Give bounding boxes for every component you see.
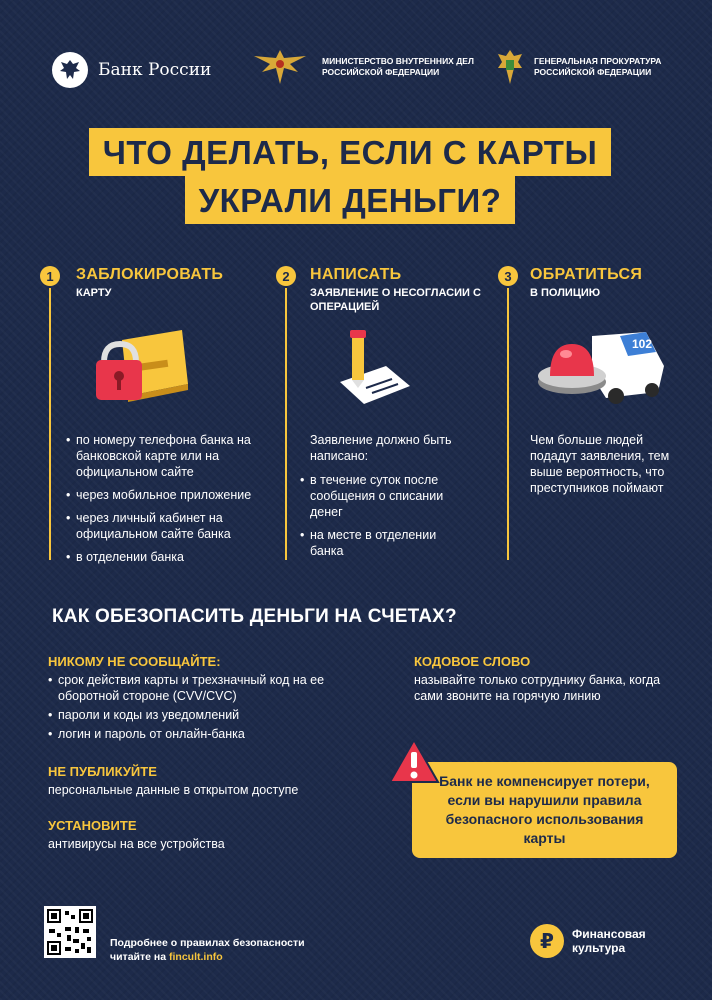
footer-line2-prefix: читайте на [110,951,169,963]
step-3-text: Чем больше людей подадут заявления, тем выше вероятность, что преступников поймают [530,433,670,495]
prosecutor-emblem-icon [494,48,526,86]
mvd-name-line1: МИНИСТЕРСТВО ВНУТРЕННИХ ДЕЛ [322,56,474,66]
qr-code[interactable] [44,906,96,958]
fincult-brand-line1: Финансовая [572,927,646,941]
step-2-line [285,288,287,560]
police-alarm-icon [536,326,666,406]
gp-name-line2: РОССИЙСКОЙ ФЕДЕРАЦИИ [534,67,652,77]
dont-publish-text: персональные данные в открытом доступе [48,783,299,797]
fincult-brand-line2: культура [572,941,626,955]
gp-name-line1: ГЕНЕРАЛЬНАЯ ПРОКУРАТУРА [534,56,662,66]
list-item: • пароли и коды из уведомлений [48,707,338,723]
step-1-title: ЗАБЛОКИРОВАТЬ [76,266,224,283]
list-item: • логин и пароль от онлайн-банка [48,726,338,742]
step-2-intro: Заявление должно быть написано: [310,433,452,463]
step-1-line [49,288,51,560]
bank-name: Банк России [98,60,212,80]
step-2-list [300,472,465,566]
pen-document-icon [330,326,416,412]
code-word-heading: КОДОВОЕ СЛОВО [414,654,531,669]
eagle-emblem-icon [52,52,88,88]
never-tell-list [48,672,338,745]
code-word-text: называйте только сотруднику банка, когда сами звоните на горячую линию [414,673,661,703]
list-item: • через личный кабинет на официальном сайте банка [66,510,276,542]
warning-icon [388,738,440,784]
step-3-subtitle: В ПОЛИЦИЮ [530,287,601,299]
step-1-list [66,432,276,572]
page-title [70,128,630,224]
bank-of-russia-logo [52,52,211,88]
police-car-number: 102 [632,337,653,351]
qr-code-icon [47,909,93,955]
step-3-line [507,288,509,560]
step-3-number: 3 [498,266,518,286]
title-line-2: УКРАЛИ ДЕНЬГИ? [185,176,516,224]
step-1-number: 1 [40,266,60,286]
step-3-title: ОБРАТИТЬСЯ [530,266,643,283]
locked-card-icon [92,326,192,410]
step-2-number: 2 [276,266,296,286]
install-heading: УСТАНОВИТЕ [48,818,137,833]
footer-text [110,936,305,964]
list-item: • через мобильное приложение [66,487,276,503]
list-item: • в отделении банка [66,549,276,565]
mvd-name-line2: РОССИЙСКОЙ ФЕДЕРАЦИИ [322,67,440,77]
list-item: • на месте в отделении банка [300,527,465,559]
mvd-logo [246,46,474,88]
title-line-1: ЧТО ДЕЛАТЬ, ЕСЛИ С КАРТЫ [89,128,612,176]
section-title: КАК ОБЕЗОПАСИТЬ ДЕНЬГИ НА СЧЕТАХ? [52,606,457,627]
step-2-subtitle: ЗАЯВЛЕНИЕ О НЕСОГЛАСИИ С ОПЕРАЦИЕЙ [310,287,481,313]
never-tell-heading: НИКОМУ НЕ СООБЩАЙТЕ: [48,654,221,669]
fincult-logo [530,924,646,958]
step-2-title: НАПИСАТЬ [310,266,402,283]
dont-publish-heading: НЕ ПУБЛИКУЙТЕ [48,764,157,779]
warning-box [412,762,677,858]
coin-symbol: ₽ [540,930,554,953]
warning-text: Банк не компенсирует потери, если вы нарушили правила безопасного использования карты [439,773,650,846]
list-item: • в течение суток после сообщения о списании денег [300,472,465,520]
fincult-link[interactable]: fincult.info [169,951,223,963]
list-item: • по номеру телефона банка на банковской карте или на официальном сайте [66,432,276,480]
mvd-emblem-icon [246,46,314,88]
install-text: антивирусы на все устройства [48,837,225,851]
prosecutor-logo [494,48,661,86]
ruble-coin-icon [530,924,564,958]
step-1-subtitle: КАРТУ [76,287,112,299]
footer-line1: Подробнее о правилах безопасности [110,937,305,949]
list-item: • срок действия карты и трехзначный код на ее оборотной стороне (CVV/CVC) [48,672,338,704]
